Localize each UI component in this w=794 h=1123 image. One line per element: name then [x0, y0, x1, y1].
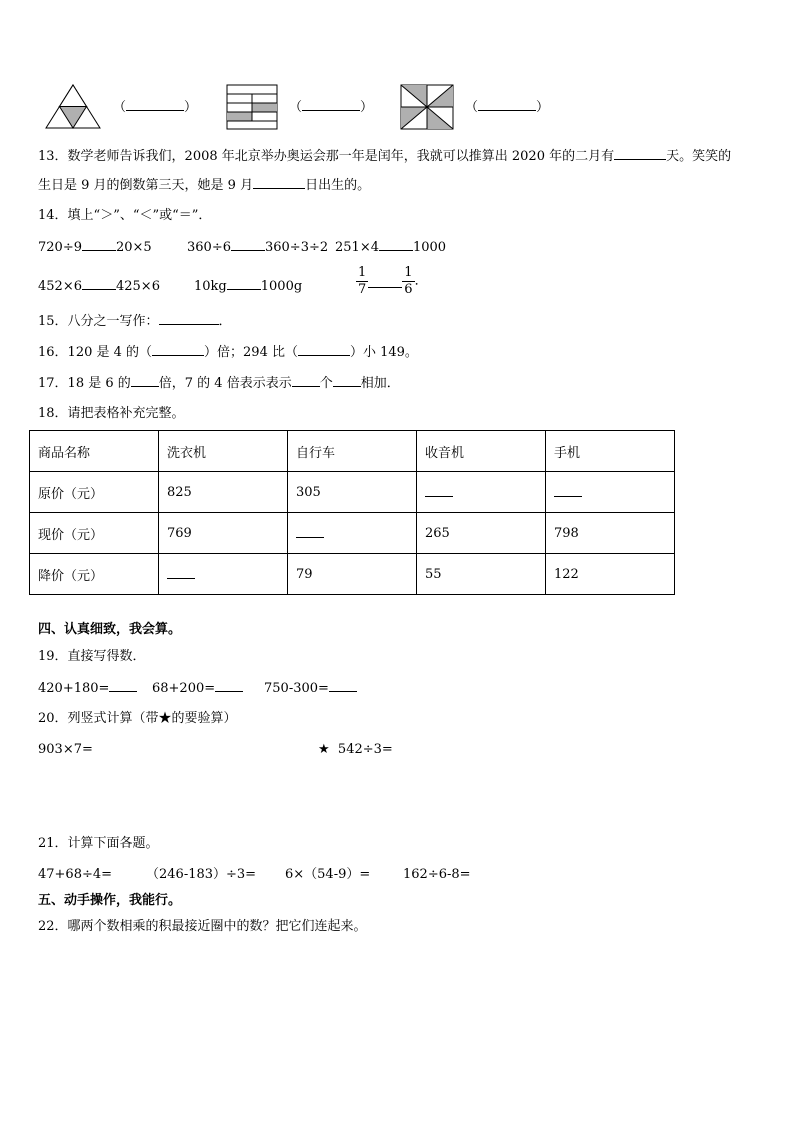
table-blank-cell[interactable] [546, 472, 675, 513]
q20-title: 20．列竖式计算（带★的要验算） [38, 711, 237, 726]
table-header: 收音机 [417, 431, 546, 472]
pinwheel-square-figure [400, 84, 454, 130]
figure3-answer[interactable]: （ ） [465, 100, 550, 115]
section5-title: 五、动手操作，我能行。 [38, 893, 182, 908]
fraction-one-sixth: $\frac{1}{6}$ [404, 265, 413, 297]
table-cell: 现价（元） [30, 513, 159, 554]
q17: 17．18 是 6 的 倍，7 的 4 倍表示表示 个 相加． [38, 376, 400, 391]
table-header: 手机 [546, 431, 675, 472]
table-row [30, 472, 675, 513]
price-table [29, 430, 675, 595]
table-cell: 122 [546, 554, 675, 595]
q21-expr4: 162÷6-8= [403, 867, 471, 882]
table-cell: 265 [417, 513, 546, 554]
section4-title: 四、认真细致，我会算。 [38, 622, 182, 637]
star-icon: ★ [318, 742, 330, 757]
q18-title: 18．请把表格补充完整。 [38, 406, 185, 421]
table-cell: 原价（元） [30, 472, 159, 513]
figure2-answer[interactable]: （ ） [289, 100, 374, 115]
q16: 16．120 是 4 的（ ）倍；294 比（ ）小 149。 [38, 345, 418, 360]
table-blank-cell[interactable] [417, 472, 546, 513]
figure1-answer[interactable]: （ ） [113, 100, 198, 115]
table-cell: 降价（元） [30, 554, 159, 595]
table-cell: 798 [546, 513, 675, 554]
table-cell: 55 [417, 554, 546, 595]
q14-r1c2: 360÷6 360÷3÷2 [187, 240, 329, 255]
q14-r2c2: 10kg 1000g [194, 279, 303, 294]
q20-expr1: 903×7= [38, 742, 93, 757]
q14-r2c1: 452×6 425×6 [38, 279, 160, 294]
q20-expr2: ★ 542÷3= [318, 742, 393, 757]
q15: 15．八分之一写作： ． [38, 314, 232, 329]
q19-title: 19．直接写得数． [38, 649, 146, 664]
table-header-row [30, 431, 675, 472]
q21-expr3: 6×（54-9）= [285, 867, 371, 882]
table-cell: 305 [288, 472, 417, 513]
q21-expr1: 47+68÷4= [38, 867, 113, 882]
fraction-one-seventh: $\frac{1}{7}$ [358, 265, 367, 297]
q14-fraction-compare: $\frac{1}{7}$ $\frac{1}{6}$ ． [358, 265, 428, 297]
table-cell: 769 [159, 513, 288, 554]
table-header: 自行车 [288, 431, 417, 472]
q19-expr2: 68+200= [152, 679, 243, 698]
q21-expr2: （246-183）÷3= [146, 867, 257, 882]
table-header: 洗衣机 [159, 431, 288, 472]
q13-blank1[interactable] [614, 147, 666, 160]
triangle-figure [45, 84, 101, 130]
q14-title: 14．填上“＞”、“＜”或“＝”． [38, 208, 212, 223]
bar-grid-figure [226, 84, 278, 130]
q14-r1c3: 251×4 1000 [335, 240, 447, 255]
q15-blank[interactable] [159, 312, 219, 325]
q14-r1c1: 720÷9 20×5 [38, 240, 152, 255]
q13-blank2[interactable] [253, 176, 305, 189]
table-cell: 825 [159, 472, 288, 513]
q13-line1: 13．数学老师告诉我们，2008 年北京举办奥运会那一年是闰年，我就可以推算出 2020 年的二月有 天。笑笑的 [38, 149, 732, 164]
q19-expr1: 420+180= [38, 679, 137, 698]
q19-expr3: 750-300= [264, 679, 357, 698]
table-cell: 79 [288, 554, 417, 595]
table-row [30, 513, 675, 554]
table-blank-cell[interactable] [159, 554, 288, 595]
q22-title: 22．哪两个数相乘的积最接近圈中的数？把它们连起来。 [38, 919, 367, 934]
table-header: 商品名称 [30, 431, 159, 472]
table-blank-cell[interactable] [288, 513, 417, 554]
q13-line2: 生日是 9 月的倒数第三天，她是 9 月 日出生的。 [38, 178, 371, 193]
table-row [30, 554, 675, 595]
q21-title: 21．计算下面各题。 [38, 836, 159, 851]
